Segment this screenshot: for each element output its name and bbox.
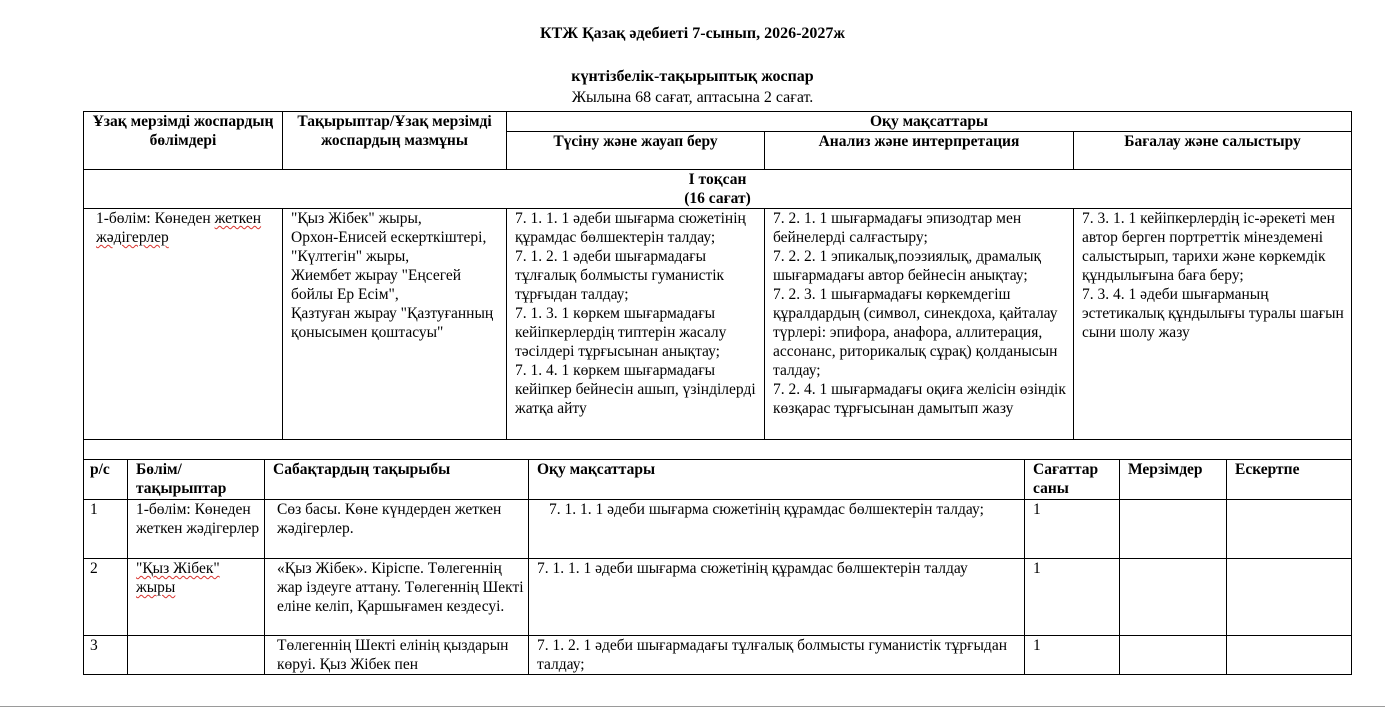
row-hours: 1 [1025, 500, 1120, 559]
objective-item: 7. 2. 4. 1 шығармадағы оқиға желісін өзіндік көзқарас тұрғысынан дамытып жазу [773, 381, 1066, 417]
header-evaluation: Бағалау және салыстыру [1074, 132, 1352, 170]
topic-item: Жиембет жырау "Еңсегей бойлы Ер Есім", [291, 267, 462, 303]
table-row [84, 500, 1352, 559]
row-notes [1227, 559, 1352, 636]
document-subtitle: күнтізбелік-тақырыптық жоспар [571, 68, 814, 85]
spacer-row [84, 440, 1352, 460]
objective-item: 7. 2. 1. 1 шығармадағы эпизодтар мен бейнелерді салғастыру; [773, 210, 1022, 246]
document-title: КТЖ Қазақ әдебиеті 7-сынып, 2026-2027ж [539, 25, 846, 42]
row-num: 3 [84, 636, 128, 675]
topics-cell [283, 209, 507, 440]
row-section [128, 500, 265, 559]
row-topic: Сөз басы. Көне күндерден жеткен жәдігерлер. [265, 500, 529, 559]
row-objective: 7. 1. 1. 1 әдеби шығарма сюжетінің құрамдас бөлшектерін талдау [529, 559, 1025, 636]
header-topics: Тақырыптар/Ұзақ мерзімді жоспардың мазмұны [283, 112, 507, 170]
header-sections: Ұзақ мерзімді жоспардың бөлімдері [84, 112, 283, 170]
header-topic: Сабақтардың тақырыбы [265, 460, 529, 500]
row-hours: 1 [1025, 559, 1120, 636]
understanding-cell [507, 209, 765, 440]
header-analysis: Анализ және интерпретация [765, 132, 1074, 170]
hours-line: Жылына 68 сағат, аптасына 2 сағат. [571, 89, 814, 106]
section-name-part2: жеткен жәдігерлер [96, 210, 262, 246]
objective-item: 7. 1. 4. 1 көркем шығармадағы кейіпкер бейнесін ашып, үзінділерді жатқа айту [515, 362, 756, 417]
header-hours: Сағаттар саны [1025, 460, 1120, 500]
row-num: 1 [84, 500, 128, 559]
row-section-text: "Қыз Жібек" жыры [136, 560, 220, 596]
objective-item: 7. 1. 2. 1 әдеби шығармадағы тұлғалық болмысты гуманистік тұрғыдан талдау; [515, 248, 725, 303]
quarter-hours: (16 сағат) [684, 190, 751, 207]
quarter-name: І тоқсан [688, 171, 747, 188]
table-row [84, 636, 1352, 675]
header-section: Бөлім/ тақырыптар [128, 460, 265, 500]
row-section [128, 559, 265, 636]
section-name-part1: 1-бөлім: Көнеден [96, 210, 215, 227]
objective-item: 7. 1. 1. 1 әдеби шығарма сюжетінің құрамдас бөлшектерін талдау; [515, 210, 746, 246]
objective-item: 7. 2. 2. 1 эпикалық,поэзиялық, драмалық шығармадағы автор бейнесін анықтау; [773, 248, 1042, 284]
page-bottom-divider [0, 706, 1385, 707]
lessons-table [83, 459, 1352, 675]
objective-item: 7. 2. 3. 1 шығармадағы көркемдегіш құралдардың (символ, синекдоха, қайталау түрлері: эпифора, анафора, аллитерация, ассонанс, риторикалық сұрақ) қолданысын талдау; [773, 286, 1058, 379]
header-understanding: Түсіну және жауап беру [507, 132, 765, 170]
row-section-text: 1-бөлім: Көнеден жеткен жәдігерлер [136, 501, 260, 537]
header-lesson-objectives: Оқу мақсаттары [529, 460, 1025, 500]
row-notes [1227, 636, 1352, 675]
row-dates [1120, 636, 1227, 675]
row-topic: «Қыз Жібек». Кіріспе. Төлегеннің жар іздеуге аттану. Төлегеннің Шекті еліне келіп, Қаршығамен кездесуі. [265, 559, 529, 636]
row-notes [1227, 500, 1352, 559]
header-objectives: Оқу мақсаттары [507, 112, 1352, 132]
evaluation-cell [1074, 209, 1352, 440]
header-dates: Мерзімдер [1120, 460, 1227, 500]
row-num: 2 [84, 559, 128, 636]
row-topic: Төлегеннің Шекті елінің қыздарын көруі. Қыз Жібек пен [265, 636, 529, 675]
analysis-cell [765, 209, 1074, 440]
topic-item: Қазтуған жырау "Қазтуғанның қонысымен қоштасуы" [291, 305, 494, 341]
row-dates [1120, 559, 1227, 636]
row-hours: 1 [1025, 636, 1120, 675]
row-dates [1120, 500, 1227, 559]
objective-item: 7. 3. 4. 1 әдеби шығарманың эстетикалық құндылығы туралы шағын сыни шолу жазу [1082, 286, 1344, 341]
objective-item: 7. 1. 3. 1 көркем шығармадағы кейіпкерлердің типтерін жасалу тәсілдері тұрғысынан анықтау; [515, 305, 727, 360]
header-notes: Ескертпе [1227, 460, 1352, 500]
header-num: р/с [84, 460, 128, 500]
quarter-cell [84, 170, 1352, 209]
row-section [128, 636, 265, 675]
topic-item: Орхон-Енисей ескерткіштері, "Күлтегін" жыры, [291, 229, 487, 265]
row-objective: 7. 1. 2. 1 әдеби шығармадағы тұлғалық болмысты гуманистік тұрғыдан талдау; [529, 636, 1025, 675]
objective-item: 7. 3. 1. 1 кейіпкерлердің іс-әрекеті мен автор берген портреттік мінездемені салыстырып, тарихи және көркемдік құндылығына баға беру; [1082, 210, 1335, 284]
topic-item: "Қыз Жібек" жыры, [291, 210, 422, 227]
table-row [84, 559, 1352, 636]
row-objective: 7. 1. 1. 1 әдеби шығарма сюжетінің құрамдас бөлшектерін талдау; [529, 500, 1025, 559]
section-cell [84, 209, 283, 440]
overview-table [83, 111, 1352, 460]
